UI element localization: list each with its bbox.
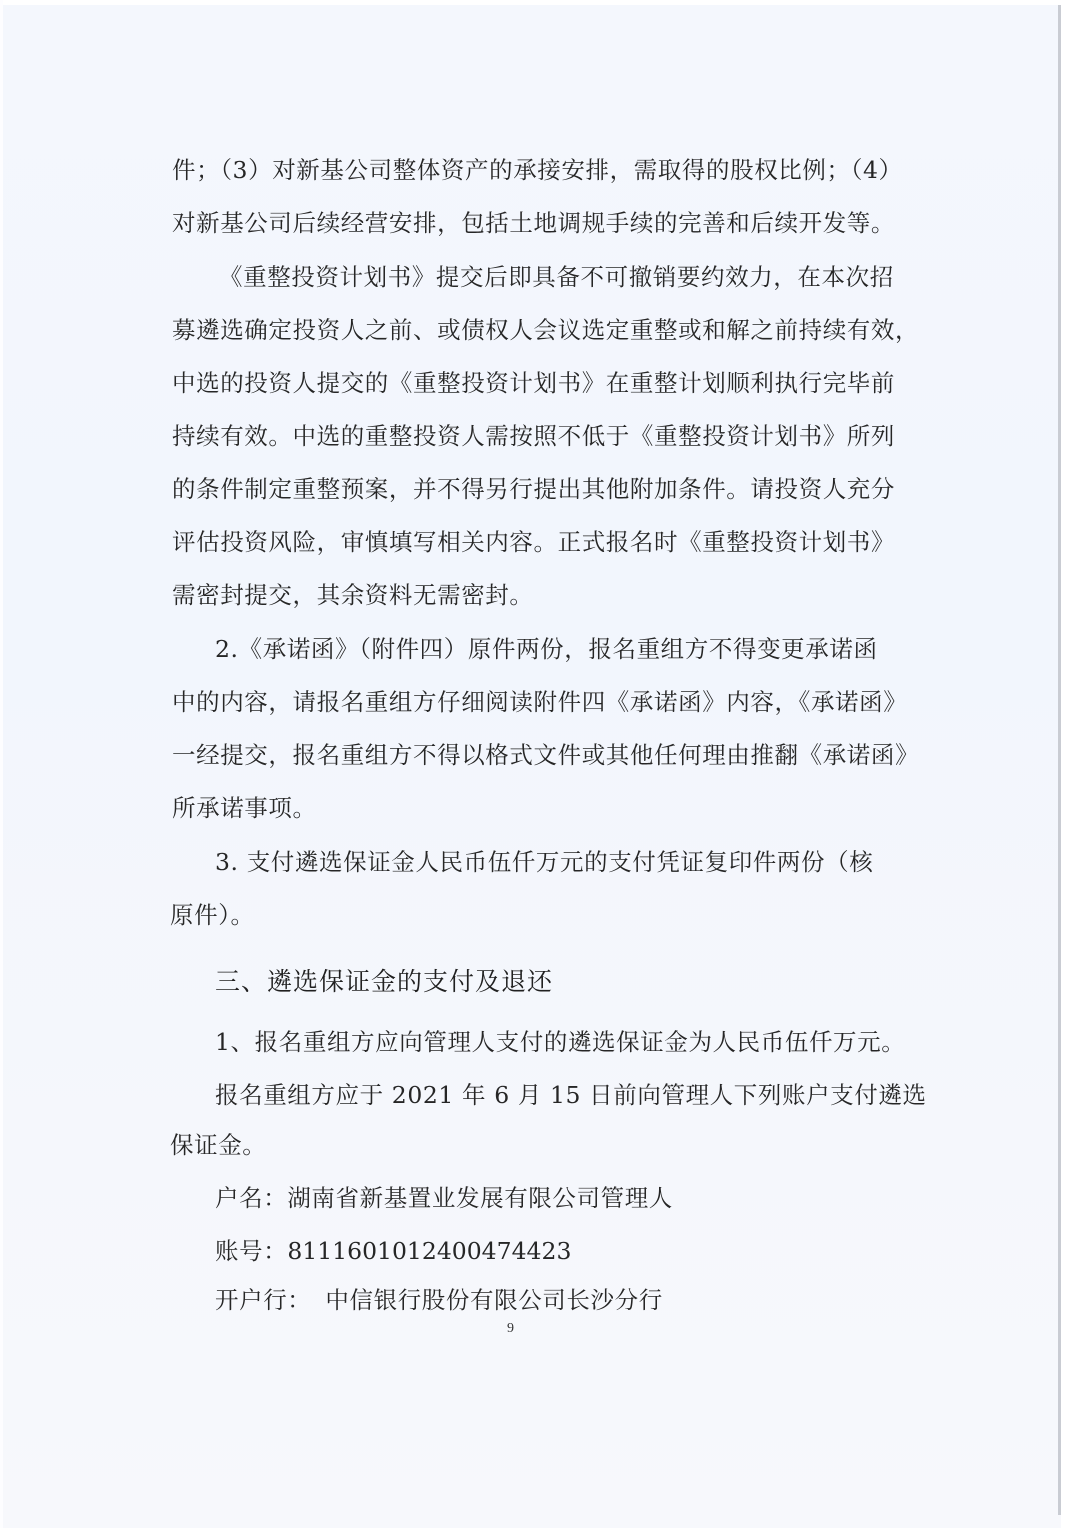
account-bank-row — [215, 1285, 663, 1315]
account-name-row — [215, 1183, 673, 1213]
text-line: 募遴选确定投资人之前、或债权人会议选定重整或和解之前持续有效， — [172, 316, 920, 344]
section-heading: 三、遴选保证金的支付及退还 — [215, 967, 554, 996]
text-line: 需密封提交，其余资料无需密封。 — [172, 581, 534, 609]
account-number-value: 8111601012400474423 — [287, 1237, 572, 1265]
text-line: 件；（3）对新基公司整体资产的承接安排，需取得的股权比例；（4） — [172, 156, 903, 184]
page-edge-left — [0, 0, 3, 1528]
text-line: 1、报名重组方应向管理人支付的遴选保证金为人民币伍仟万元。 — [215, 1028, 906, 1056]
text-line: 中的内容，请报名重组方仔细阅读附件四《承诺函》内容，《承诺函》 — [172, 688, 908, 716]
text-line: 持续有效。中选的重整投资人需按照不低于《重整投资计划书》所列 — [172, 422, 895, 450]
text-line: 中选的投资人提交的《重整投资计划书》在重整计划顺利执行完毕前 — [172, 369, 895, 397]
page-number: 9 — [507, 1321, 514, 1336]
text-line: 的条件制定重整预案，并不得另行提出其他附加条件。请投资人充分 — [172, 475, 895, 503]
text-line: 评估投资风险，审慎填写相关内容。正式报名时《重整投资计划书》 — [172, 528, 895, 556]
account-bank-label: 开户行： — [215, 1286, 312, 1314]
account-number-row — [215, 1236, 571, 1266]
text-line: 报名重组方应于 2021 年 6 月 15 日前向管理人下列账户支付遴选 — [215, 1081, 927, 1109]
page-margin-right — [1061, 0, 1080, 1528]
account-bank-value: 中信银行股份有限公司长沙分行 — [325, 1286, 663, 1314]
account-name-label: 户名： — [215, 1184, 288, 1212]
text-line: 保证金。 — [170, 1131, 267, 1159]
text-line: 所承诺事项。 — [172, 794, 317, 822]
text-line: 2.《承诺函》（附件四）原件两份，报名重组方不得变更承诺函 — [215, 635, 878, 663]
account-name-value: 湖南省新基置业发展有限公司管理人 — [287, 1184, 673, 1212]
text-line: 对新基公司后续经营安排，包括土地调规手续的完善和后续开发等。 — [172, 209, 895, 237]
text-line: 3. 支付遴选保证金人民币伍仟万元的支付凭证复印件两份（核 — [215, 848, 874, 876]
account-number-label: 账号： — [215, 1237, 288, 1265]
text-line: 原件）。 — [170, 901, 255, 929]
page-edge-top — [0, 0, 1080, 5]
text-line: 《重整投资计划书》提交后即具备不可撤销要约效力，在本次招 — [219, 263, 894, 291]
text-line: 一经提交，报名重组方不得以格式文件或其他任何理由推翻《承诺函》 — [172, 741, 920, 769]
